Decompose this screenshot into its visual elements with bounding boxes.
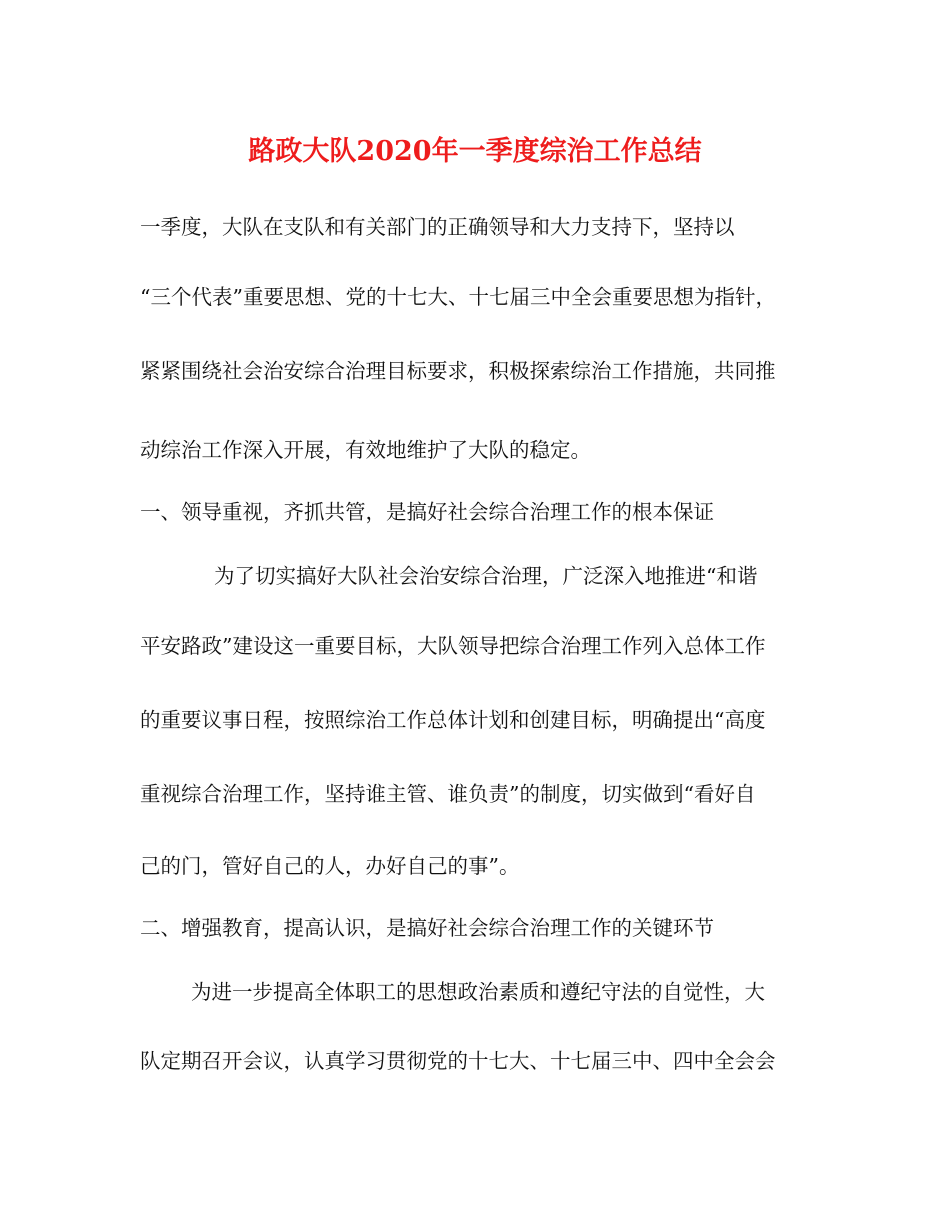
paragraph-line: 一季度，大队在支队和有关部门的正确领导和大力支持下，坚持以	[140, 215, 735, 239]
paragraph-line: 重视综合治理工作，坚持谁主管、谁负责”的制度，切实做到“看好自	[140, 782, 756, 806]
document-title: 路政大队2020年一季度综治工作总结	[248, 136, 702, 167]
paragraph-line: 的重要议事日程，按照综治工作总体计划和创建目标，明确提出“高度	[140, 708, 766, 732]
paragraph-line-indented: 为了切实搞好大队社会治安综合治理，广泛深入地推进“和谐	[214, 564, 758, 588]
paragraph-line: 己的门，管好自己的人，办好自己的事”。	[140, 854, 520, 878]
paragraph-line: 平安路政”建设这一重要目标，大队领导把综合治理工作列入总体工作	[140, 634, 766, 658]
paragraph-line: 动综治工作深入开展，有效地维护了大队的稳定。	[140, 438, 591, 462]
paragraph-line: “三个代表”重要思想、党的十七大、十七届三中全会重要思想为指针，	[140, 285, 776, 309]
section-heading-1: 一、领导重视，齐抓共管，是搞好社会综合治理工作的根本保证	[140, 500, 714, 524]
paragraph-line: 紧紧围绕社会治安综合治理目标要求，积极探索综治工作措施，共同推	[140, 359, 776, 383]
paragraph-line: 队定期召开会议，认真学习贯彻党的十七大、十七届三中、四中全会会	[140, 1049, 776, 1073]
paragraph-line-indented: 为进一步提高全体职工的思想政治素质和遵纪守法的自觉性，大	[191, 980, 765, 1004]
section-heading-2: 二、增强教育，提高认识，是搞好社会综合治理工作的关键环节	[140, 916, 714, 940]
